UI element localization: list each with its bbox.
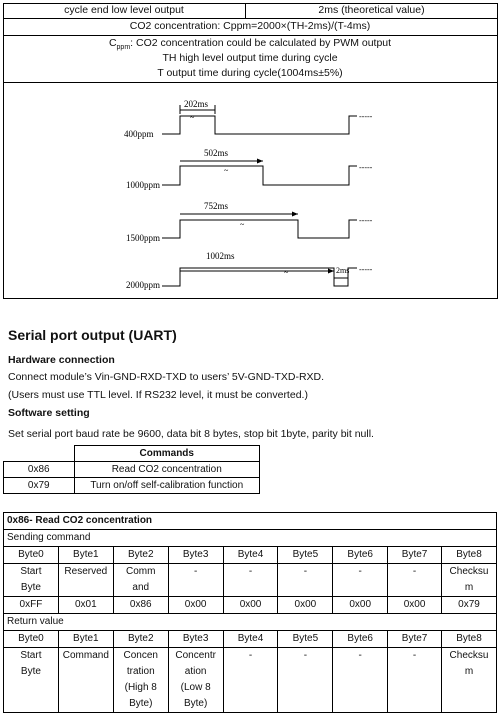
send-value-cell: 0x00	[223, 597, 278, 614]
send-desc-line: -	[303, 566, 308, 577]
command-code: 0x79	[4, 478, 75, 494]
byte-header-cell: Byte8	[442, 631, 497, 648]
send-desc-line: Checksu	[449, 566, 489, 577]
send-desc-line: m	[464, 582, 474, 593]
send-desc-cell	[333, 564, 388, 597]
table-row	[4, 462, 260, 478]
return-desc-line: Concen	[123, 650, 158, 661]
send-value-cell: 0x01	[58, 597, 113, 614]
wave-1000ppm	[162, 166, 357, 185]
send-desc-cell	[58, 564, 113, 597]
send-desc-cell	[168, 564, 223, 597]
tail-label-2000ppm: 2ms	[336, 266, 350, 275]
send-desc-line: -	[358, 566, 362, 577]
return-desc-cell	[4, 648, 59, 713]
return-desc-line: -	[358, 650, 362, 661]
send-value-cell: 0xFF	[4, 597, 59, 614]
software-heading: Software setting	[8, 407, 90, 419]
continuation-dots-2000ppm: -----	[359, 265, 373, 274]
return-desc-line: Byte)	[183, 698, 208, 709]
byte-header-cell: Byte7	[388, 631, 442, 648]
return-desc-cell	[113, 648, 168, 713]
byte-header-cell: Byte5	[278, 547, 333, 564]
th-description: TH high level output time during cycle	[162, 52, 338, 64]
return-desc-line: (High 8	[124, 682, 157, 693]
send-desc-line: Byte	[20, 582, 41, 593]
break-mark-2000ppm: ~	[284, 268, 289, 277]
pwm-timing-diagram	[4, 83, 496, 297]
byte-header-row	[4, 631, 497, 648]
byte-header-cell: Byte3	[168, 631, 223, 648]
ppm-label-1500: 1500ppm	[126, 233, 161, 243]
byte-header-cell: Byte2	[113, 631, 168, 648]
send-value-cell: 0x00	[278, 597, 333, 614]
byte-header-cell: Byte1	[58, 547, 113, 564]
t-description: T output time during cycle(1004ms±5%)	[157, 67, 343, 79]
continuation-dots-400ppm: -----	[359, 112, 373, 121]
send-value-cell: 0x00	[388, 597, 442, 614]
send-desc-row	[4, 564, 497, 597]
return-desc-cell	[168, 648, 223, 713]
send-desc-line: Reserved	[64, 566, 108, 577]
sending-command-label: Sending command	[4, 530, 497, 547]
return-desc-line: Byte)	[129, 698, 153, 709]
send-value-cell: 0x79	[442, 597, 497, 614]
return-desc-cell	[388, 648, 442, 713]
return-desc-line: -	[412, 650, 417, 661]
cycle-end-value: 2ms (theoretical value)	[318, 4, 425, 16]
return-desc-line: tration	[126, 666, 155, 677]
byte-header-cell: Byte4	[223, 631, 278, 648]
ppm-label-400: 400ppm	[124, 129, 154, 139]
software-line: Set serial port baud rate be 9600, data bit 8 bytes, stop bit 1byte, parity bit null.	[8, 428, 374, 440]
byte-header-cell: Byte2	[113, 547, 168, 564]
send-desc-cell	[278, 564, 333, 597]
byte-header-cell: Byte4	[223, 547, 278, 564]
return-desc-cell	[333, 648, 388, 713]
cppm-description: $C_{ppm}$: CO2 concentration could be calculated by PWM output	[108, 37, 392, 52]
table-row	[4, 478, 260, 494]
byte-header-cell: Byte6	[333, 631, 388, 648]
byte-header-cell: Byte8	[442, 547, 497, 564]
return-desc-line: Concentr	[175, 650, 216, 661]
byte-header-cell: Byte1	[58, 631, 113, 648]
return-value-label: Return value	[4, 614, 497, 631]
send-desc-line: and	[132, 582, 150, 593]
return-desc-line: -	[303, 650, 308, 661]
byte-header-cell: Byte0	[4, 631, 59, 648]
send-desc-line: -	[193, 566, 198, 577]
continuation-dots-1500ppm: -----	[359, 216, 373, 225]
return-desc-cell	[58, 648, 113, 713]
send-desc-line: Start	[20, 566, 42, 577]
continuation-dots-1000ppm: -----	[359, 163, 373, 172]
return-desc-row	[4, 648, 497, 713]
byte-header-cell: Byte3	[168, 547, 223, 564]
read-table-title: 0x86- Read CO2 concentration	[4, 513, 497, 530]
return-desc-line: ation	[184, 666, 207, 677]
return-desc-cell	[278, 648, 333, 713]
byte-header-cell: Byte7	[388, 547, 442, 564]
send-values-row	[4, 597, 497, 614]
send-desc-line: -	[248, 566, 253, 577]
width-label-2000ppm: 1002ms	[206, 251, 235, 261]
hardware-line-2: (Users must use TTL level. If RS232 level, it must be converted.)	[8, 389, 308, 401]
return-desc-line: Start	[20, 650, 42, 661]
width-label-1500ppm: 752ms	[204, 201, 229, 211]
hardware-heading: Hardware connection	[8, 354, 115, 366]
send-desc-cell	[4, 564, 59, 597]
byte-header-cell: Byte5	[278, 631, 333, 648]
command-code: 0x86	[4, 462, 75, 478]
return-desc-cell	[442, 648, 497, 713]
send-value-cell: 0x00	[168, 597, 223, 614]
send-desc-cell	[223, 564, 278, 597]
break-mark-1500ppm: ~	[240, 220, 245, 229]
ppm-label-1000: 1000ppm	[126, 180, 161, 190]
send-value-cell: 0x86	[113, 597, 168, 614]
send-value-cell: 0x00	[333, 597, 388, 614]
formula-text: CO2 concentration: Cppm=2000×(TH-2ms)/(T-4ms)	[129, 20, 371, 32]
byte-header-cell: Byte6	[333, 547, 388, 564]
return-desc-cell	[223, 648, 278, 713]
return-desc-line: Byte	[20, 666, 41, 677]
wave-1500ppm	[162, 220, 357, 238]
return-desc-line: m	[464, 666, 474, 677]
return-desc-line: (Low 8	[180, 682, 211, 693]
read-co2-table	[3, 512, 497, 713]
break-mark-1000ppm: ~	[224, 166, 229, 175]
width-label-400ppm: 202ms	[184, 99, 209, 109]
return-desc-line: -	[248, 650, 253, 661]
send-desc-cell	[113, 564, 168, 597]
command-desc: Turn on/off self-calibration function	[74, 478, 260, 494]
send-desc-cell	[388, 564, 442, 597]
send-desc-cell	[442, 564, 497, 597]
break-mark-400ppm: ~	[190, 113, 195, 122]
return-desc-line: Command	[62, 650, 109, 661]
ppm-label-2000: 2000ppm	[126, 280, 161, 290]
commands-table	[3, 445, 260, 494]
cycle-end-label: cycle end low level output	[64, 4, 184, 16]
return-desc-line: Checksu	[449, 650, 489, 661]
hardware-line-1: Connect module’s Vin-GND-RXD-TXD to users’ 5V-GND-TXD-RXD.	[8, 371, 325, 383]
send-desc-line: -	[412, 566, 417, 577]
byte-header-cell: Byte0	[4, 547, 59, 564]
byte-header-row	[4, 547, 497, 564]
command-desc: Read CO2 concentration	[74, 462, 260, 478]
send-desc-line: Comm	[126, 566, 156, 577]
width-label-1000ppm: 502ms	[204, 148, 229, 158]
section-title-uart: Serial port output (UART)	[8, 327, 177, 343]
commands-header: Commands	[74, 446, 260, 462]
